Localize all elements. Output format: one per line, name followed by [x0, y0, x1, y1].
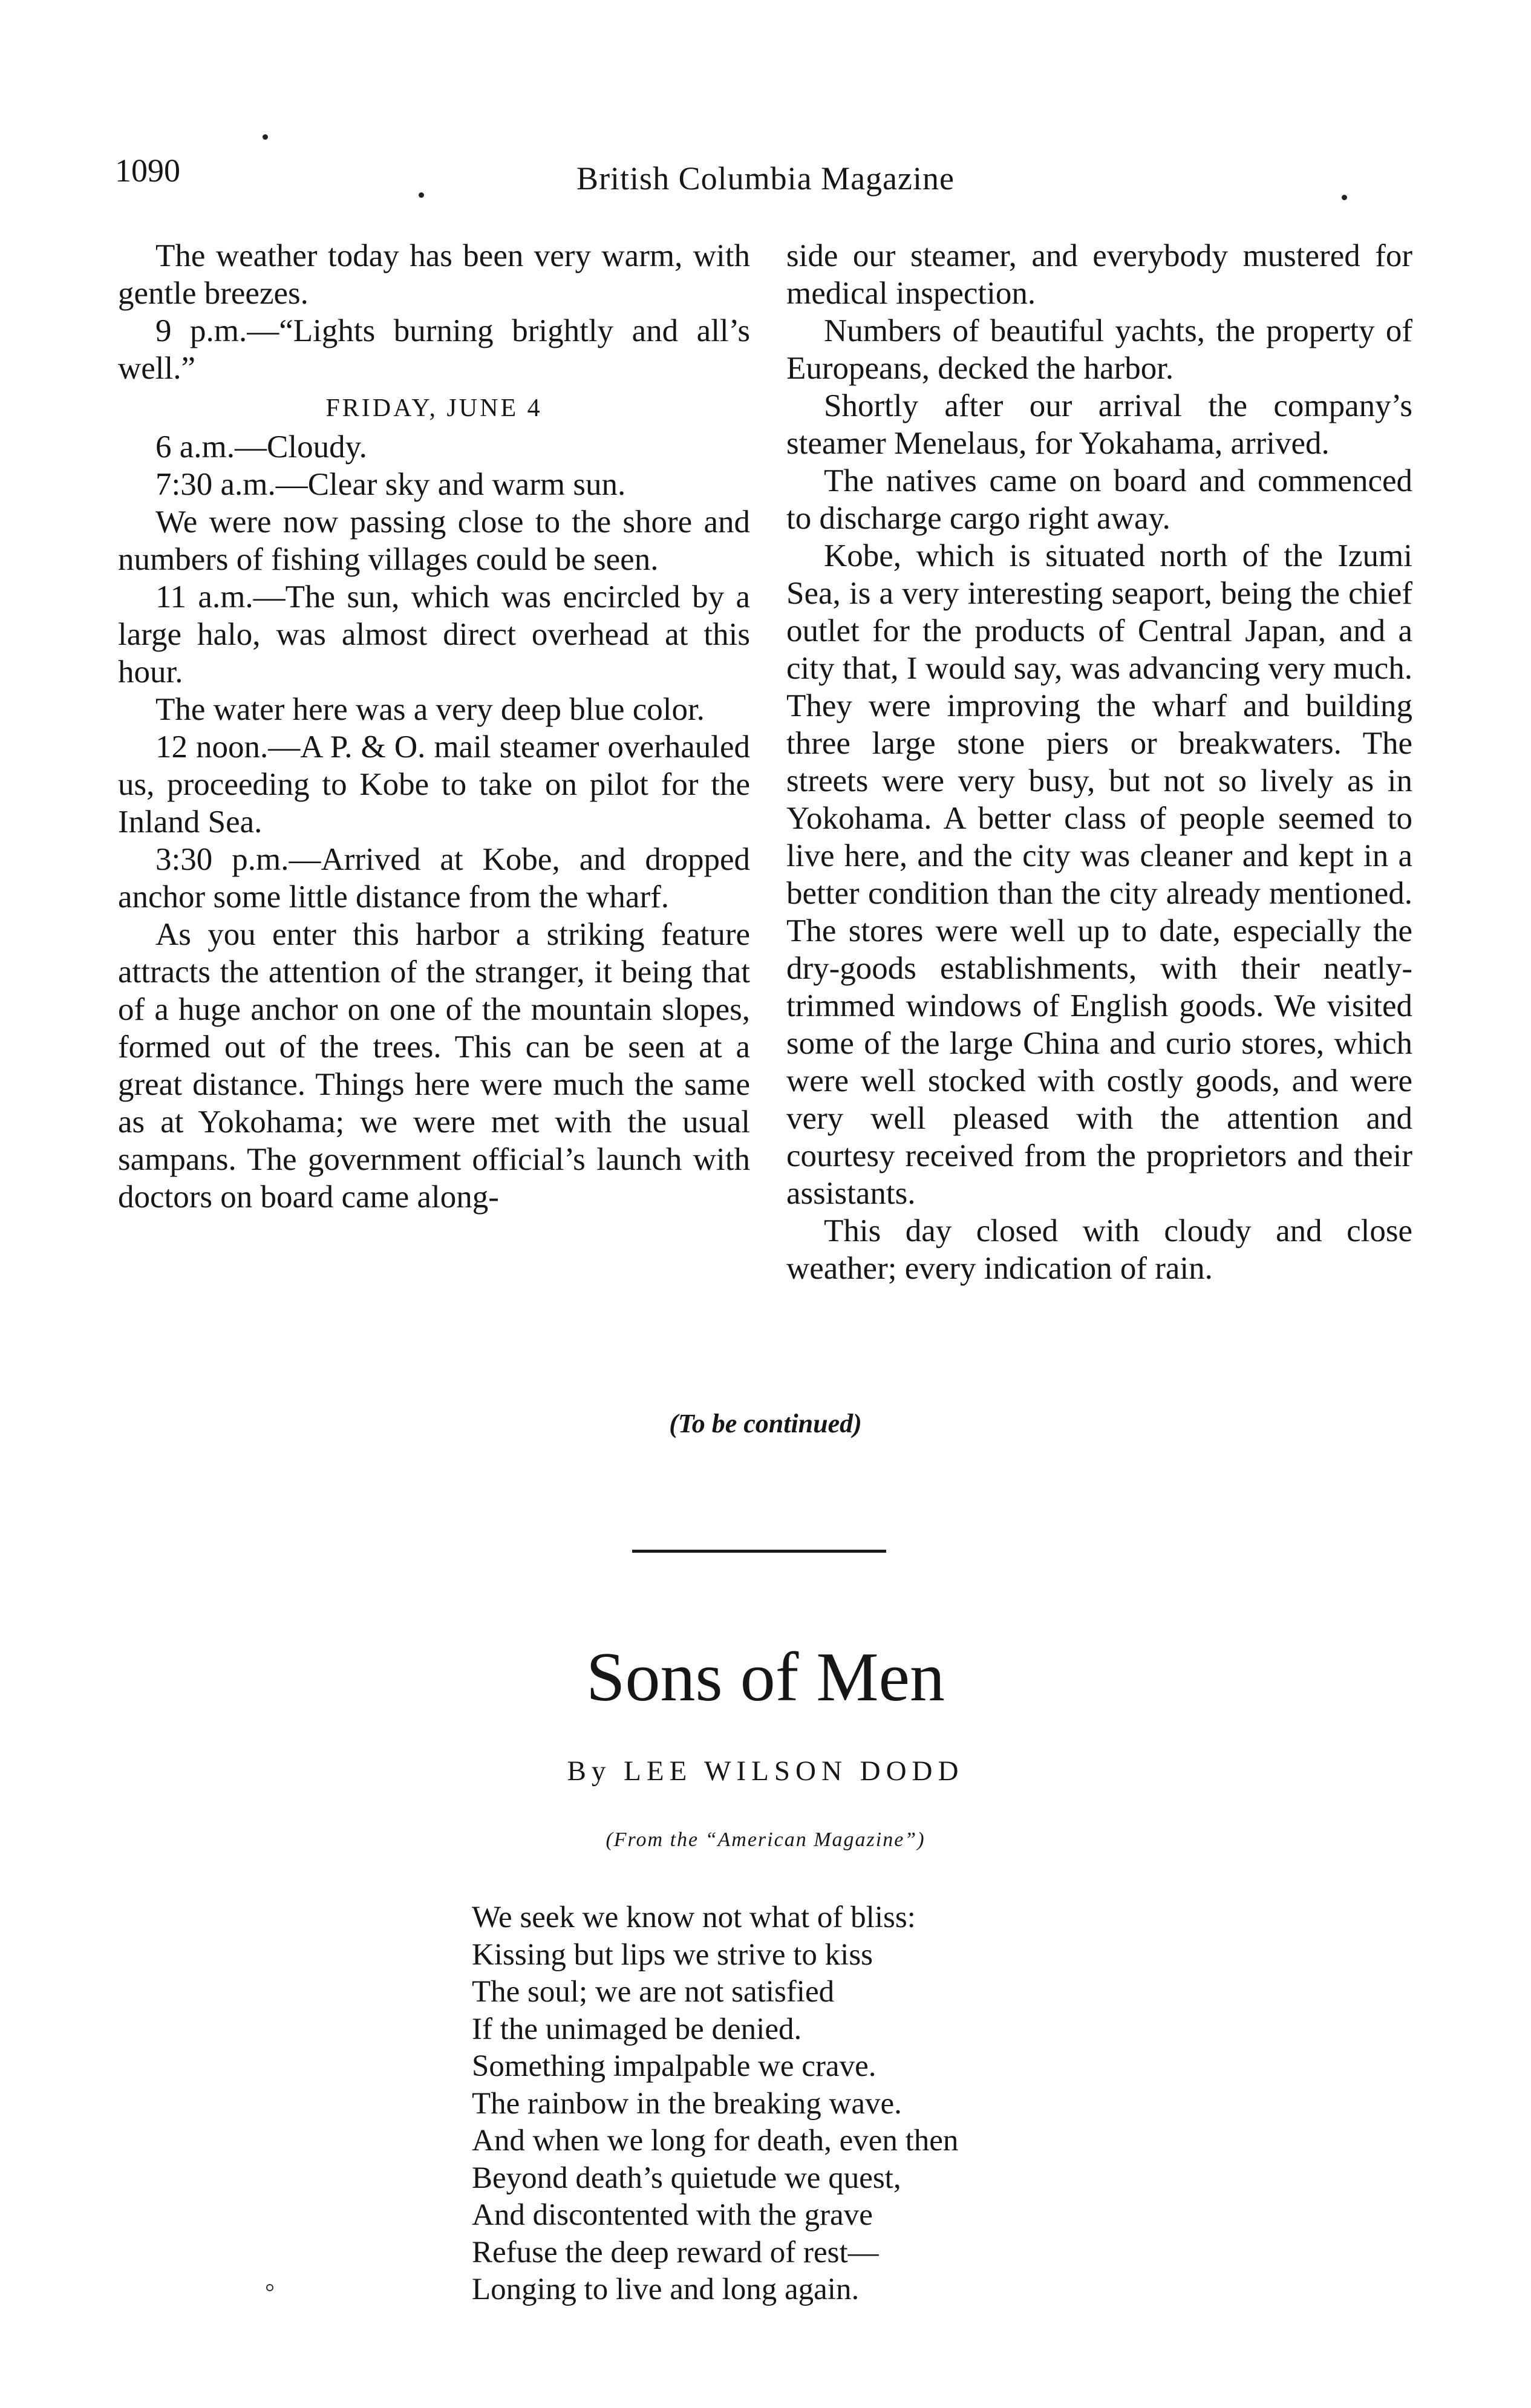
poem-line: And when we long for death, even then — [472, 2124, 959, 2158]
poem-line: The soul; we are not satisfied — [472, 1975, 835, 2009]
paragraph: 7:30 a.m.—Clear sky and warm sun. — [155, 467, 626, 502]
paragraph: This day closed with cloudy and close weather; every indication of rain. — [786, 1213, 1412, 1286]
running-title: British Columbia Magazine — [576, 160, 955, 197]
paragraph: 9 p.m.—“Lights burning brightly and all’s well.” — [118, 313, 750, 386]
poem-line: Refuse the deep reward of rest— — [472, 2235, 879, 2269]
continued-note: (To be continued) — [669, 1409, 862, 1438]
poem-line: Beyond death’s quietude we quest, — [472, 2161, 901, 2195]
paragraph: As you enter this harbor a striking feature attracts the attention of the stranger, it being that of a huge anchor on one of the mountain slopes, formed out of the trees. This can be seen at a great distance. Things here were much the same as at Yokohama; we were met with the usual sampans. The government official’s launch with doctors on board came along- — [118, 917, 750, 1215]
poem-body — [472, 1899, 958, 2309]
poem-line: The rainbow in the breaking wave. — [472, 2086, 902, 2121]
print-speck — [1342, 195, 1347, 200]
paragraph: 3:30 p.m.—Arrived at Kobe, and dropped anchor some little distance from the wharf. — [118, 842, 750, 915]
poem-line: We seek we know not what of bliss: — [472, 1901, 916, 1934]
paragraph: 11 a.m.—The sun, which was encircled by a large halo, was almost direct overhead at this hour. — [118, 579, 750, 690]
right-column — [786, 237, 1412, 1287]
poem-line: Kissing but lips we strive to kiss — [472, 1937, 873, 1972]
print-speck — [419, 192, 424, 198]
poem-title: Sons of Men — [586, 1639, 945, 1716]
poem-source: (From the “American Magazine”) — [606, 1829, 925, 1851]
paragraph: We were now passing close to the shore and numbers of fishing villages could be seen. — [118, 504, 750, 577]
poem-line: And discontented with the grave — [472, 2198, 873, 2232]
poem-byline: By LEE WILSON DODD — [567, 1755, 964, 1787]
paragraph: Numbers of beautiful yachts, the property of Europeans, decked the harbor. — [786, 313, 1412, 386]
paragraph: 12 noon.—A P. & O. mail steamer overhauled us, proceeding to Kobe to take on pilot for the Inland Sea. — [118, 729, 750, 840]
section-divider — [632, 1550, 886, 1553]
page-number: 1090 — [115, 152, 180, 189]
poem-line: Longing to live and long again. — [472, 2273, 860, 2306]
poem-line: If the unimaged be denied. — [472, 2012, 802, 2046]
paragraph: The natives came on board and commenced to discharge cargo right away. — [786, 463, 1412, 536]
paragraph: side our steamer, and everybody mustered for medical inspection. — [786, 238, 1412, 311]
poem-line: Something impalpable we crave. — [472, 2049, 876, 2083]
print-speck — [263, 134, 268, 140]
print-speck — [266, 2284, 273, 2291]
paragraph: Shortly after our arrival the company’s steamer Menelaus, for Yokahama, arrived. — [786, 388, 1412, 461]
paragraph: The weather today has been very warm, with gentle breezes. — [118, 238, 750, 311]
paragraph: Kobe, which is situated north of the Izumi Sea, is a very interesting seaport, being the chief outlet for the products of Central Japan, and a city that, I would say, was advancing very much. They were improving the wharf and building three large stone piers or breakwaters. The streets were very busy, but not so lively as in Yokohama. A better class of people seemed to live here, and the city was cleaner and kept in a better condition than the city already mentioned. The stores were well up to date, especially the dry-goods establishments, with their neatly-trimmed windows of English goods. We visited some of the large China and curio stores, which were well stocked with costly goods, and were very well pleased with the attention and courtesy received from the proprietors and their assistants. — [786, 538, 1412, 1211]
paragraph: 6 a.m.—Cloudy. — [155, 429, 367, 465]
left-column — [118, 237, 750, 1216]
date-heading: FRIDAY, JUNE 4 — [325, 394, 543, 422]
paragraph: The water here was a very deep blue color. — [155, 692, 705, 727]
